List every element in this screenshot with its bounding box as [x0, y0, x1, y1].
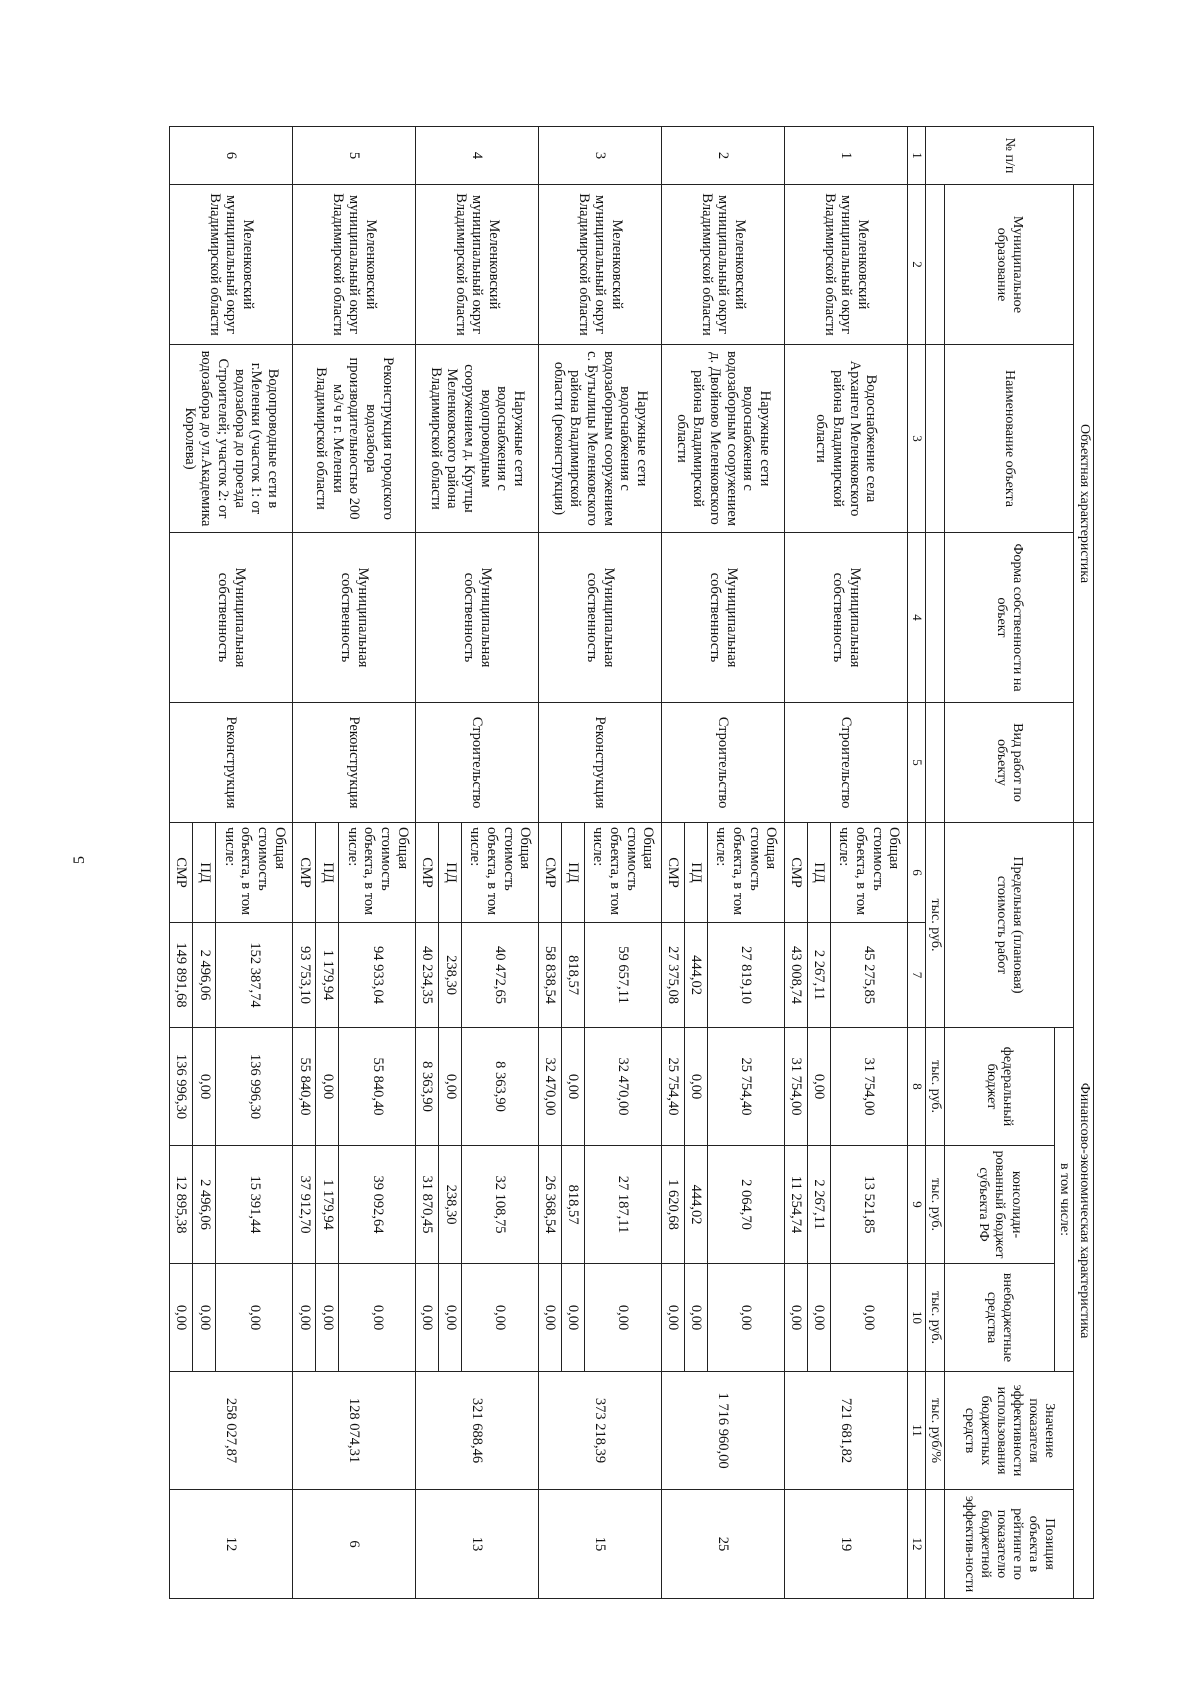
- unit-regional: тыс. руб.: [925, 1146, 944, 1264]
- ownership-cell: Муниципальная собственность: [170, 533, 293, 703]
- smr-offbudget-cell: 0,00: [170, 1264, 193, 1372]
- pd-offbudget-cell: 0,00: [685, 1264, 708, 1372]
- total-federal-cell: 32 470,00: [585, 1028, 662, 1146]
- total-regional-cell: 39 092,64: [339, 1146, 416, 1264]
- column-number: 4: [907, 533, 925, 703]
- row-number: 4: [416, 127, 539, 185]
- object-table: [169, 126, 1094, 1599]
- total-cost-cell: 59 657,11: [585, 923, 662, 1028]
- work-type-cell: Реконструкция: [293, 703, 416, 823]
- pd-federal-cell: 0,00: [193, 1028, 216, 1146]
- smr-label: СМР: [784, 823, 807, 923]
- finance-group-header: Финансово-экономическая характеристика: [1074, 823, 1094, 1599]
- column-number: 2: [907, 185, 925, 345]
- column-number: 6: [907, 823, 925, 923]
- col-regional-header: консолиди-рованный бюджет субъекта РФ: [944, 1146, 1054, 1264]
- work-type-cell: Строительство: [416, 703, 539, 823]
- smr-federal-cell: 55 840,40: [293, 1028, 316, 1146]
- smr-offbudget-cell: 0,00: [661, 1264, 684, 1372]
- unit-cost: тыс. руб.: [925, 823, 944, 1028]
- table-row: [216, 127, 293, 1599]
- smr-offbudget-cell: 0,00: [416, 1264, 439, 1372]
- smr-cost-cell: 58 838,54: [539, 923, 562, 1028]
- pd-cost-cell: 818,57: [562, 923, 585, 1028]
- efficiency-cell: 258 027,87: [170, 1372, 293, 1490]
- smr-cost-cell: 43 008,74: [784, 923, 807, 1028]
- rank-cell: 6: [293, 1490, 416, 1599]
- total-federal-cell: 31 754,00: [831, 1028, 908, 1146]
- table-header: [907, 127, 1093, 1599]
- object-name-cell: Наружные сети водоснабжения с водозаборным сооружением д. Двойново Меленковского района Владимирской области: [661, 345, 784, 533]
- ownership-cell: Муниципальная собственность: [661, 533, 784, 703]
- smr-regional-cell: 31 870,45: [416, 1146, 439, 1264]
- col-name-header: Наименование объекта: [944, 345, 1073, 533]
- total-regional-cell: 15 391,44: [216, 1146, 293, 1264]
- work-type-cell: Реконструкция: [170, 703, 293, 823]
- pd-regional-cell: 1 179,94: [316, 1146, 339, 1264]
- row-number: 1: [784, 127, 907, 185]
- municipality-cell: Меленковский муниципальный округ Владимирской области: [170, 185, 293, 345]
- column-number: 8: [907, 1028, 925, 1146]
- total-regional-cell: 2 064,70: [708, 1146, 785, 1264]
- smr-label: СМР: [416, 823, 439, 923]
- efficiency-cell: 128 074,31: [293, 1372, 416, 1490]
- cost-breakdown-label: Общая стоимость объекта, в том числе:: [216, 823, 293, 923]
- pd-cost-cell: 444,02: [685, 923, 708, 1028]
- col-no-header: № п/п: [925, 127, 1093, 185]
- smr-cost-cell: 93 753,10: [293, 923, 316, 1028]
- cost-breakdown-label: Общая стоимость объекта, в том числе:: [585, 823, 662, 923]
- total-regional-cell: 13 521,85: [831, 1146, 908, 1264]
- col-municipality-header: Муниципальное образование: [944, 185, 1073, 345]
- pd-offbudget-cell: 0,00: [807, 1264, 830, 1372]
- ownership-cell: Муниципальная собственность: [784, 533, 907, 703]
- unit-federal: тыс. руб.: [925, 1028, 944, 1146]
- smr-label: СМР: [661, 823, 684, 923]
- column-number-row: [907, 127, 925, 1599]
- smr-cost-cell: 40 234,35: [416, 923, 439, 1028]
- table-row: [585, 127, 662, 1599]
- smr-offbudget-cell: 0,00: [293, 1264, 316, 1372]
- total-federal-cell: 55 840,40: [339, 1028, 416, 1146]
- pd-regional-cell: 2 496,06: [193, 1146, 216, 1264]
- smr-offbudget-cell: 0,00: [784, 1264, 807, 1372]
- smr-regional-cell: 11 254,74: [784, 1146, 807, 1264]
- pd-regional-cell: 2 267,11: [807, 1146, 830, 1264]
- pd-cost-cell: 238,30: [439, 923, 462, 1028]
- municipality-cell: Меленковский муниципальный округ Владимирской области: [416, 185, 539, 345]
- total-cost-cell: 27 819,10: [708, 923, 785, 1028]
- smr-cost-cell: 149 891,68: [170, 923, 193, 1028]
- smr-federal-cell: 136 996,30: [170, 1028, 193, 1146]
- in-that-number-header: в том числе:: [1054, 1028, 1073, 1372]
- cost-breakdown-label: Общая стоимость объекта, в том числе:: [831, 823, 908, 923]
- col-efficiency-header: Значение показателя эффективности использования бюджетных средств: [944, 1372, 1073, 1490]
- rank-cell: 15: [539, 1490, 662, 1599]
- col-ownership-header: Форма собственности на объект: [944, 533, 1073, 703]
- total-cost-cell: 152 387,74: [216, 923, 293, 1028]
- work-type-cell: Реконструкция: [539, 703, 662, 823]
- smr-label: СМР: [170, 823, 193, 923]
- pd-federal-cell: 0,00: [439, 1028, 462, 1146]
- total-offbudget-cell: 0,00: [462, 1264, 539, 1372]
- work-type-cell: Строительство: [784, 703, 907, 823]
- total-offbudget-cell: 0,00: [708, 1264, 785, 1372]
- ownership-cell: Муниципальная собственность: [539, 533, 662, 703]
- rank-cell: 12: [170, 1490, 293, 1599]
- municipality-cell: Меленковский муниципальный округ Владимирской области: [784, 185, 907, 345]
- smr-federal-cell: 8 363,90: [416, 1028, 439, 1146]
- smr-label: СМР: [293, 823, 316, 923]
- table-row: [462, 127, 539, 1599]
- pd-cost-cell: 1 179,94: [316, 923, 339, 1028]
- smr-cost-cell: 27 375,08: [661, 923, 684, 1028]
- smr-offbudget-cell: 0,00: [539, 1264, 562, 1372]
- ownership-cell: Муниципальная собственность: [416, 533, 539, 703]
- work-type-cell: Строительство: [661, 703, 784, 823]
- column-number: 12: [907, 1490, 925, 1599]
- municipality-cell: Меленковский муниципальный округ Владимирской области: [661, 185, 784, 345]
- ownership-cell: Муниципальная собственность: [293, 533, 416, 703]
- table-row: [339, 127, 416, 1599]
- object-table-sheet: [169, 126, 1094, 1598]
- total-cost-cell: 94 933,04: [339, 923, 416, 1028]
- pd-regional-cell: 444,02: [685, 1146, 708, 1264]
- smr-regional-cell: 1 620,68: [661, 1146, 684, 1264]
- rank-cell: 25: [661, 1490, 784, 1599]
- smr-federal-cell: 31 754,00: [784, 1028, 807, 1146]
- pd-label: ПД: [562, 823, 585, 923]
- total-regional-cell: 32 108,75: [462, 1146, 539, 1264]
- cost-breakdown-label: Общая стоимость объекта, в том числе:: [462, 823, 539, 923]
- municipality-cell: Меленковский муниципальный округ Владимирской области: [539, 185, 662, 345]
- column-number: 9: [907, 1146, 925, 1264]
- efficiency-cell: 1 716 960,00: [661, 1372, 784, 1490]
- pd-offbudget-cell: 0,00: [439, 1264, 462, 1372]
- pd-federal-cell: 0,00: [562, 1028, 585, 1146]
- smr-regional-cell: 26 368,54: [539, 1146, 562, 1264]
- pd-label: ПД: [439, 823, 462, 923]
- unit-efficiency: тыс. руб/%: [925, 1372, 944, 1490]
- col-offbudget-header: внебюджетные средства: [944, 1264, 1054, 1372]
- column-number: 10: [907, 1264, 925, 1372]
- cost-breakdown-label: Общая стоимость объекта, в том числе:: [339, 823, 416, 923]
- efficiency-cell: 373 218,39: [539, 1372, 662, 1490]
- pd-federal-cell: 0,00: [685, 1028, 708, 1146]
- total-offbudget-cell: 0,00: [216, 1264, 293, 1372]
- smr-label: СМР: [539, 823, 562, 923]
- table-body: [170, 127, 908, 1599]
- pd-offbudget-cell: 0,00: [316, 1264, 339, 1372]
- smr-federal-cell: 32 470,00: [539, 1028, 562, 1146]
- pd-federal-cell: 0,00: [316, 1028, 339, 1146]
- total-federal-cell: 136 996,30: [216, 1028, 293, 1146]
- col-federal-header: федеральный бюджет: [944, 1028, 1054, 1146]
- smr-regional-cell: 37 912,70: [293, 1146, 316, 1264]
- pd-federal-cell: 0,00: [807, 1028, 830, 1146]
- object-name-cell: Водоснабжение села Архангел Меленковского района Владимирской области: [784, 345, 907, 533]
- efficiency-cell: 721 681,82: [784, 1372, 907, 1490]
- column-number: 11: [907, 1372, 925, 1490]
- object-name-cell: Водопроводные сети в г.Меленки (участок 1: от водозабора до проезда Строителей; участок 2: от водозабора до ул.Академика Королева): [170, 345, 293, 533]
- total-offbudget-cell: 0,00: [831, 1264, 908, 1372]
- total-cost-cell: 45 275,85: [831, 923, 908, 1028]
- row-number: 6: [170, 127, 293, 185]
- smr-regional-cell: 12 895,38: [170, 1146, 193, 1264]
- object-group-header: Объектная характеристика: [1074, 185, 1094, 823]
- row-number: 5: [293, 127, 416, 185]
- object-name-cell: Наружные сети водоснабжения с водопроводным сооружением д. Крутцы Меленковского района Владимирской области: [416, 345, 539, 533]
- column-number: 7: [907, 923, 925, 1028]
- object-name-cell: Наружные сети водоснабжения с водозаборным сооружением с. Бутылицы Меленковского района Владимирской области (реконструкция): [539, 345, 662, 533]
- total-federal-cell: 8 363,90: [462, 1028, 539, 1146]
- pd-label: ПД: [685, 823, 708, 923]
- total-regional-cell: 27 187,11: [585, 1146, 662, 1264]
- pd-label: ПД: [193, 823, 216, 923]
- column-number: 5: [907, 703, 925, 823]
- total-offbudget-cell: 0,00: [585, 1264, 662, 1372]
- rank-cell: 19: [784, 1490, 907, 1599]
- table-row: [708, 127, 785, 1599]
- pd-label: ПД: [807, 823, 830, 923]
- total-federal-cell: 25 754,40: [708, 1028, 785, 1146]
- municipality-cell: Меленковский муниципальный округ Владимирской области: [293, 185, 416, 345]
- table-row: [831, 127, 908, 1599]
- total-offbudget-cell: 0,00: [339, 1264, 416, 1372]
- column-number: 3: [907, 345, 925, 533]
- pd-label: ПД: [316, 823, 339, 923]
- row-number: 3: [539, 127, 662, 185]
- pd-regional-cell: 238,30: [439, 1146, 462, 1264]
- col-cost-header: Предельная (плановая) стоимость работ: [944, 823, 1073, 1028]
- pd-cost-cell: 2 496,06: [193, 923, 216, 1028]
- column-number: 1: [907, 127, 925, 185]
- pd-offbudget-cell: 0,00: [562, 1264, 585, 1372]
- total-cost-cell: 40 472,65: [462, 923, 539, 1028]
- unit-offbudget: тыс. руб.: [925, 1264, 944, 1372]
- rank-cell: 13: [416, 1490, 539, 1599]
- smr-federal-cell: 25 754,40: [661, 1028, 684, 1146]
- pd-offbudget-cell: 0,00: [193, 1264, 216, 1372]
- pd-regional-cell: 818,57: [562, 1146, 585, 1264]
- row-number: 2: [661, 127, 784, 185]
- cost-breakdown-label: Общая стоимость объекта, в том числе:: [708, 823, 785, 923]
- col-rank-header: Позиция объекта в рейтинге по показателю бюджетной эффектив-ности: [944, 1490, 1073, 1599]
- efficiency-cell: 321 688,46: [416, 1372, 539, 1490]
- col-work-type-header: Вид работ по объекту: [944, 703, 1073, 823]
- object-name-cell: Реконструкция городского водозабора производительностью 200 м3/ч в г. Меленки Владимирской области: [293, 345, 416, 533]
- pd-cost-cell: 2 267,11: [807, 923, 830, 1028]
- page-number: 5: [71, 856, 88, 864]
